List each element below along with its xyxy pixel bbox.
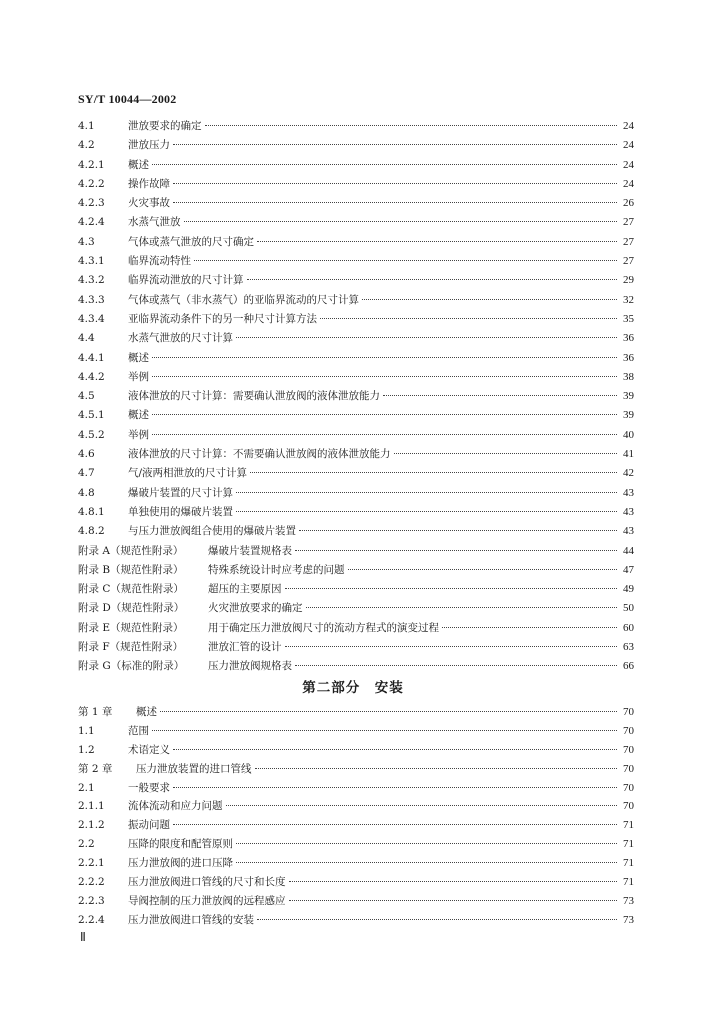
toc-entry [78,854,634,873]
toc-entry-page: 73 [623,913,634,926]
toc-entry-title: 火灾事故 [128,197,170,210]
toc-entry-number: 1.2 [78,743,95,756]
toc-entry [78,892,634,911]
toc-entry-title: 压力泄放阀规格表 [208,660,292,673]
toc-entry [78,760,634,779]
toc-leader-dots [295,664,617,666]
toc-leader-dots [194,259,617,261]
toc-entry-page: 39 [623,390,634,403]
toc-entry-title: 液体泄放的尺寸计算：不需要确认泄放阀的液体泄放能力 [128,448,391,461]
toc-leader-dots [152,356,617,358]
toc-entry-title: 举例 [128,428,149,441]
toc-entry-number: 4.3.1 [78,255,105,268]
toc-entry [78,722,634,741]
toc-entry-number: 4.2.4 [78,216,105,229]
toc-leader-dots [152,163,617,165]
toc-leader-dots [285,587,618,589]
toc-entry-title: 压力泄放阀进口管线的安装 [128,913,254,926]
toc-entry-page: 24 [623,120,634,132]
toc-entry [78,657,634,676]
toc-entry-number: 4.4.2 [78,370,105,383]
toc-entry-number: 4.3.2 [78,274,105,287]
toc-leader-dots [236,336,617,338]
toc-entry-number: 4.5.1 [78,409,105,422]
toc-entry-number: 4.3 [78,235,95,248]
toc-entry-number: 4.1 [78,120,95,132]
toc-entry-title: 单独使用的爆破片装置 [128,505,233,518]
toc-leader-dots [152,433,617,435]
toc-entry-title: 超压的主要原因 [208,583,282,596]
toc-entry-page: 24 [623,177,634,190]
toc-entry-page: 42 [623,467,634,480]
toc-entry-number: 附录 B（规范性附录） [78,563,184,576]
toc-entry [78,703,634,722]
toc-entry-number: 2.2.3 [78,894,105,907]
toc-entry [78,522,634,541]
toc-entry-number: 4.3.4 [78,312,105,325]
toc-entry-number: 4.8.2 [78,525,105,538]
toc-leader-dots [289,899,618,901]
toc-leader-dots [236,842,617,844]
page-number: Ⅱ [80,930,86,944]
toc-leader-dots [236,491,617,493]
toc-entry-number: 2.1.2 [78,819,105,832]
toc-entry [78,175,634,194]
toc-entry [78,117,634,136]
toc-entry-number: 4.2.2 [78,177,105,190]
document-id: SY/T 10044—2002 [78,92,177,106]
toc-entry-page: 27 [623,235,634,248]
toc-entry [78,194,634,213]
toc-entry [78,310,634,329]
toc-leader-dots [205,124,618,126]
toc-entry-title: 流体流动和应力问题 [128,800,223,813]
toc-leader-dots [362,298,617,300]
toc-entry-title: 火灾泄放要求的确定 [208,602,303,615]
toc-leader-dots [173,748,617,750]
toc-entry-title: 爆破片装置规格表 [208,544,292,557]
toc-part1 [78,117,634,677]
toc-leader-dots [348,568,618,570]
toc-entry [78,484,634,503]
toc-entry [78,464,634,483]
toc-entry-page: 71 [623,838,634,851]
toc-entry-title: 水蒸气泄放 [128,216,181,229]
toc-entry [78,426,634,445]
toc-entry-page: 40 [623,428,634,441]
toc-entry-number: 附录 A（规范性附录） [78,544,184,557]
toc-entry-number: 4.5.2 [78,428,105,441]
toc-entry [78,561,634,580]
toc-entry [78,619,634,638]
toc-entry-title: 一般要求 [128,781,170,794]
toc-entry-number: 第 1 章 [78,706,113,718]
toc-leader-dots [152,375,617,377]
toc-entry-page: 70 [623,724,634,737]
toc-leader-dots [173,182,617,184]
toc-entry-number: 第 2 章 [78,762,113,775]
part2-heading: 第二部分 安装 [302,680,404,696]
toc-entry-number: 2.1.1 [78,800,105,813]
toc-entry [78,271,634,290]
toc-entry-page: 43 [623,505,634,518]
toc-leader-dots [320,317,617,319]
toc-leader-dots [383,394,617,396]
toc-entry-page: 70 [623,781,634,794]
toc-leader-dots [285,645,618,647]
toc-entry-title: 用于确定压力泄放阀尺寸的流动方程式的演变过程 [208,621,439,634]
toc-leader-dots [257,918,617,920]
toc-leader-dots [152,729,617,731]
toc-entry-number: 2.1 [78,781,95,794]
toc-entry-title: 范围 [128,724,149,737]
toc-entry-number: 附录 E（规范性附录） [78,621,184,634]
toc-entry-title: 气/液两相泄放的尺寸计算 [128,467,248,480]
toc-entry-title: 气体或蒸气泄放的尺寸确定 [128,235,254,248]
toc-entry-page: 24 [623,158,634,171]
toc-entry-number: 4.5 [78,390,95,403]
toc-entry [78,368,634,387]
toc-entry-number: 4.4.1 [78,351,105,364]
toc-entry [78,816,634,835]
toc-entry-page: 27 [623,216,634,229]
toc-entry-title: 操作故障 [128,177,170,190]
toc-entry-number: 4.6 [78,448,95,461]
toc-entry [78,873,634,892]
toc-entry [78,252,634,271]
toc-leader-dots [173,823,617,825]
toc-entry-page: 41 [623,448,634,461]
toc-entry [78,779,634,798]
toc-entry [78,580,634,599]
toc-entry-page: 47 [623,563,634,576]
toc-entry [78,349,634,368]
toc-entry-title: 概述 [128,351,149,364]
toc-entry-number: 附录 G（标准的附录） [78,660,185,673]
toc-entry-number: 2.2.2 [78,876,105,889]
toc-entry-page: 38 [623,370,634,383]
toc-entry-page: 24 [623,139,634,152]
toc-leader-dots [247,278,618,280]
toc-leader-dots [255,767,618,769]
toc-leader-dots [160,710,617,712]
toc-entry-title: 术语定义 [128,743,170,756]
toc-entry [78,741,634,760]
toc-entry-number: 4.7 [78,467,95,480]
toc-leader-dots [226,804,618,806]
toc-leader-dots [152,413,617,415]
toc-entry-title: 导阀控制的压力泄放阀的远程感应 [128,894,286,907]
toc-leader-dots [289,880,618,882]
toc-entry-title: 概述 [128,158,149,171]
toc-entry [78,233,634,252]
toc-entry-page: 26 [623,197,634,210]
toc-entry [78,835,634,854]
toc-entry-page: 66 [623,660,634,673]
toc-entry [78,542,634,561]
toc-entry-page: 36 [623,351,634,364]
toc-leader-dots [173,201,617,203]
toc-entry-page: 39 [623,409,634,422]
toc-entry-page: 60 [623,621,634,634]
toc-entry-number: 1.1 [78,724,95,737]
toc-leader-dots [250,471,617,473]
toc-leader-dots [236,510,617,512]
toc-entry-number: 2.2 [78,838,95,851]
toc-entry [78,329,634,348]
toc-entry-page: 29 [623,274,634,287]
toc-entry-title: 爆破片装置的尺寸计算 [128,486,233,499]
toc-entry [78,387,634,406]
toc-entry [78,503,634,522]
toc-entry-page: 70 [623,706,634,718]
toc-entry [78,136,634,155]
toc-entry-page: 32 [623,293,634,306]
toc-entry-title: 压力泄放阀的进口压降 [128,857,233,870]
toc-entry-number: 2.2.1 [78,857,105,870]
toc-entry [78,638,634,657]
toc-leader-dots [306,606,618,608]
toc-part2 [78,703,634,930]
toc-entry-title: 气体或蒸气（非水蒸气）的亚临界流动的尺寸计算 [128,293,359,306]
toc-entry-title: 临界流动泄放的尺寸计算 [128,274,244,287]
toc-entry-page: 71 [623,819,634,832]
toc-entry-title: 举例 [128,370,149,383]
toc-entry-number: 4.8.1 [78,505,105,518]
toc-entry [78,599,634,618]
toc-entry-page: 73 [623,894,634,907]
toc-entry-title: 临界流动特性 [128,255,191,268]
toc-entry-page: 43 [623,525,634,538]
toc-entry-number: 附录 C（规范性附录） [78,583,184,596]
toc-leader-dots [442,626,617,628]
toc-entry-number: 4.3.3 [78,293,105,306]
toc-leader-dots [257,240,617,242]
toc-leader-dots [295,549,617,551]
toc-entry-number: 4.8 [78,486,95,499]
toc-entry [78,213,634,232]
toc-entry [78,291,634,310]
toc-entry-title: 特殊系统设计时应考虑的问题 [208,563,345,576]
toc-entry-number: 4.2.3 [78,197,105,210]
toc-entry-number: 附录 F（规范性附录） [78,641,184,654]
toc-entry-number: 4.2.1 [78,158,105,171]
toc-leader-dots [173,786,617,788]
toc-entry-page: 36 [623,332,634,345]
toc-entry-page: 70 [623,762,634,775]
toc-leader-dots [299,529,617,531]
toc-entry-page: 44 [623,544,634,557]
toc-entry-page: 70 [623,743,634,756]
toc-entry-title: 亚临界流动条件下的另一种尺寸计算方法 [128,312,317,325]
toc-entry-page: 49 [623,583,634,596]
toc-leader-dots [394,452,618,454]
toc-entry-page: 71 [623,876,634,889]
toc-entry-page: 70 [623,800,634,813]
toc-entry [78,911,634,930]
toc-entry-title: 水蒸气泄放的尺寸计算 [128,332,233,345]
toc-entry-title: 概述 [136,706,157,718]
toc-entry-page: 50 [623,602,634,615]
toc-entry-page: 63 [623,641,634,654]
toc-entry-page: 71 [623,857,634,870]
toc-entry-title: 压力泄放装置的进口管线 [136,762,252,775]
toc-entry-number: 4.4 [78,332,95,345]
toc-entry-page: 43 [623,486,634,499]
toc-entry-title: 液体泄放的尺寸计算：需要确认泄放阀的液体泄放能力 [128,390,380,403]
toc-entry-number: 附录 D（规范性附录） [78,602,185,615]
toc-entry-title: 与压力泄放阀组合使用的爆破片装置 [128,525,296,538]
toc-leader-dots [184,220,618,222]
toc-entry [78,156,634,175]
toc-entry-title: 泄放要求的确定 [128,120,202,132]
toc-entry-title: 压力泄放阀进口管线的尺寸和长度 [128,876,286,889]
toc-entry-number: 2.2.4 [78,913,105,926]
toc-leader-dots [173,143,617,145]
toc-entry-number: 4.2 [78,139,95,152]
toc-entry-title: 振动问题 [128,819,170,832]
toc-entry-page: 35 [623,312,634,325]
toc-entry [78,445,634,464]
toc-entry-title: 压降的限度和配管原则 [128,838,233,851]
toc-leader-dots [236,861,617,863]
toc-entry-title: 泄放汇管的设计 [208,641,282,654]
toc-entry-page: 27 [623,255,634,268]
toc-entry [78,797,634,816]
toc-entry-title: 概述 [128,409,149,422]
toc-entry [78,406,634,425]
toc-entry-title: 泄放压力 [128,139,170,152]
